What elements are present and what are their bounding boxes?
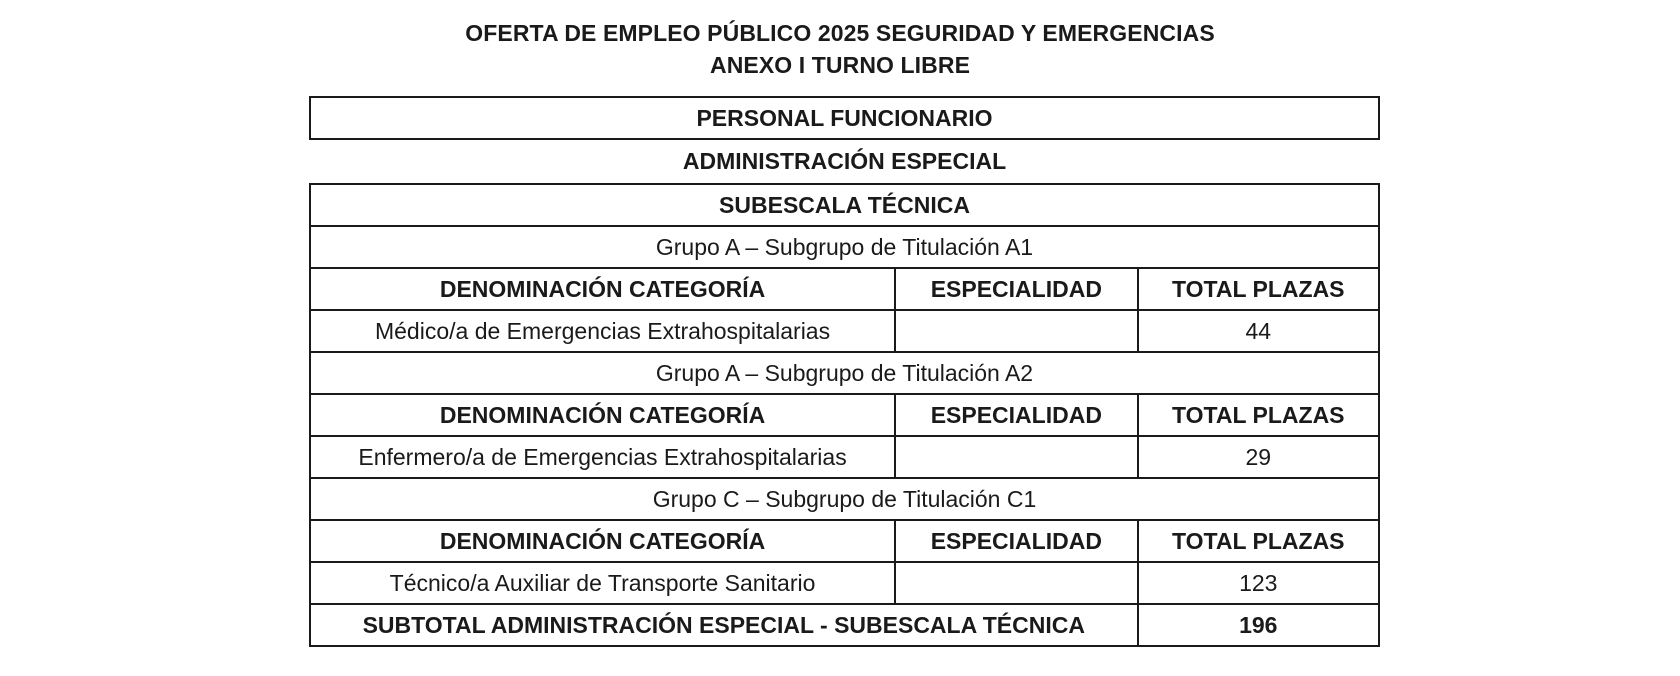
column-header-categoria: DENOMINACIÓN CATEGORÍA — [310, 394, 895, 436]
table-row — [310, 436, 1379, 478]
total-cell: 44 — [1138, 310, 1379, 352]
group-label: Grupo A – Subgrupo de Titulación A2 — [310, 352, 1379, 394]
table-row — [310, 562, 1379, 604]
document-title: OFERTA DE EMPLEO PÚBLICO 2025 SEGURIDAD Y EMERGENCIAS — [465, 20, 1215, 46]
document-subtitle: ANEXO I TURNO LIBRE — [709, 52, 971, 78]
column-header-row — [310, 520, 1379, 562]
subescala-row — [310, 184, 1379, 226]
group-row — [310, 352, 1379, 394]
column-header-especialidad: ESPECIALIDAD — [895, 394, 1137, 436]
personal-table — [309, 96, 1380, 140]
column-header-row — [310, 394, 1379, 436]
especialidad-cell — [895, 562, 1137, 604]
group-label: Grupo A – Subgrupo de Titulación A1 — [310, 226, 1379, 268]
administracion-heading: ADMINISTRACIÓN ESPECIAL — [682, 148, 1007, 174]
especialidad-cell — [895, 436, 1137, 478]
personal-row — [310, 97, 1379, 139]
personal-heading: PERSONAL FUNCIONARIO — [310, 97, 1379, 139]
plazas-table — [309, 183, 1380, 647]
column-header-especialidad: ESPECIALIDAD — [895, 268, 1137, 310]
categoria-cell: Médico/a de Emergencias Extrahospitalarias — [310, 310, 895, 352]
total-cell: 123 — [1138, 562, 1379, 604]
categoria-cell: Enfermero/a de Emergencias Extrahospitalarias — [310, 436, 895, 478]
column-header-row — [310, 268, 1379, 310]
column-header-especialidad: ESPECIALIDAD — [895, 520, 1137, 562]
group-row — [310, 478, 1379, 520]
categoria-cell: Técnico/a Auxiliar de Transporte Sanitario — [310, 562, 895, 604]
column-header-categoria: DENOMINACIÓN CATEGORÍA — [310, 520, 895, 562]
subtotal-value: 196 — [1138, 604, 1379, 646]
subtotal-label: SUBTOTAL ADMINISTRACIÓN ESPECIAL - SUBESCALA TÉCNICA — [310, 604, 1138, 646]
column-header-categoria: DENOMINACIÓN CATEGORÍA — [310, 268, 895, 310]
column-header-total: TOTAL PLAZAS — [1138, 268, 1379, 310]
table-row — [310, 310, 1379, 352]
column-header-total: TOTAL PLAZAS — [1138, 394, 1379, 436]
group-row — [310, 226, 1379, 268]
total-cell: 29 — [1138, 436, 1379, 478]
subtotal-row — [310, 604, 1379, 646]
subescala-heading: SUBESCALA TÉCNICA — [310, 184, 1379, 226]
especialidad-cell — [895, 310, 1137, 352]
group-label: Grupo C – Subgrupo de Titulación C1 — [310, 478, 1379, 520]
column-header-total: TOTAL PLAZAS — [1138, 520, 1379, 562]
